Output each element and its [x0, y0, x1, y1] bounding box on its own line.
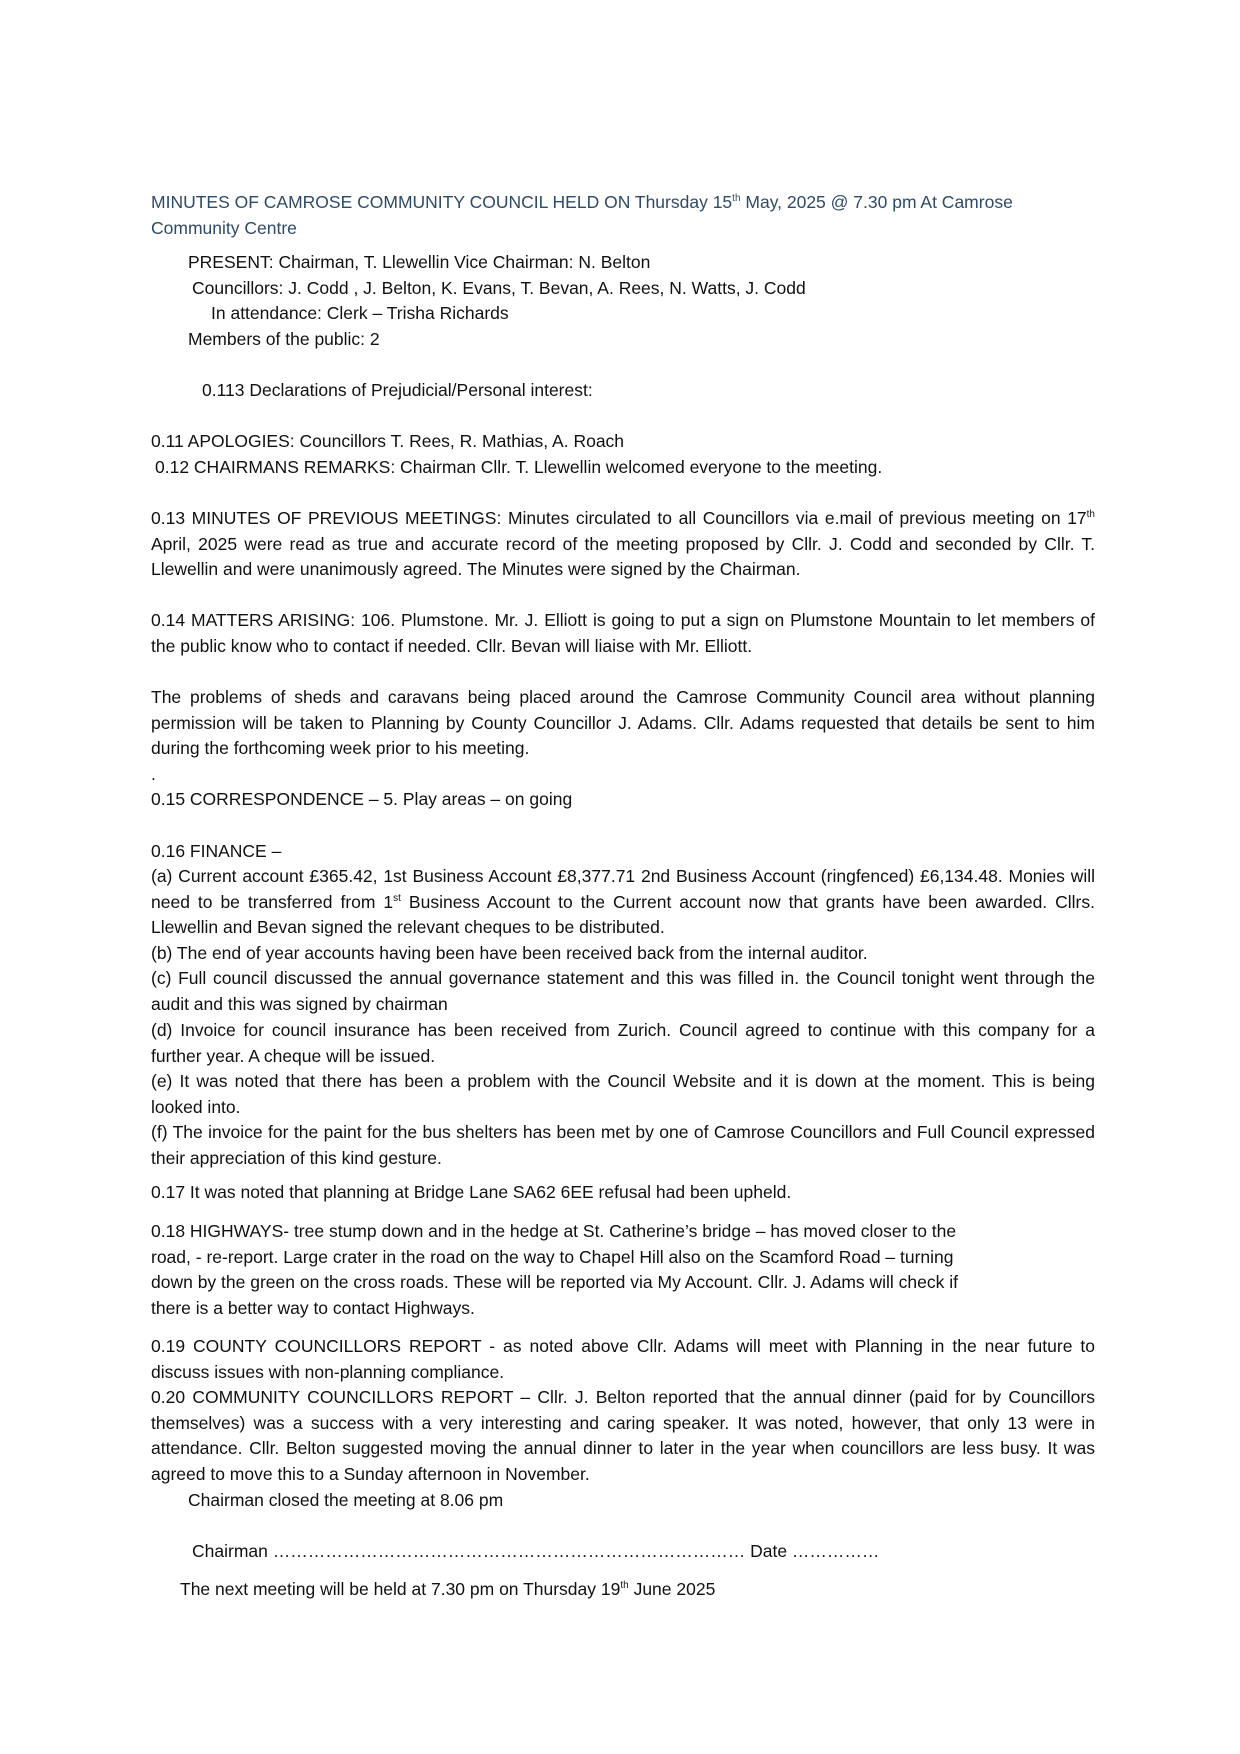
next-meeting-text: The next meeting will be held at 7.30 pm on Thursday 19	[180, 1579, 621, 1599]
highways-line-1: 0.18 HIGHWAYS- tree stump down and in the hedge at St. Catherine’s bridge – has moved closer to the	[151, 1221, 957, 1241]
previous-minutes-text: 0.13 MINUTES OF PREVIOUS MEETINGS: Minutes circulated to all Councillors via e.mail of previous meeting on 17	[151, 508, 1087, 528]
finance-heading: 0.16 FINANCE –	[151, 841, 282, 861]
in-attendance-line: In attendance: Clerk – Trisha Richards	[211, 303, 509, 323]
next-meeting-superscript: th	[620, 1580, 629, 1592]
correspondence-item: 0.15 CORRESPONDENCE – 5. Play areas – on going	[151, 789, 573, 809]
chairman-signature-line: Chairman ……………………………………………………………………… Date ……………	[192, 1541, 880, 1561]
declarations-item: 0.113 Declarations of Prejudicial/Personal interest:	[202, 380, 593, 400]
highways-line-2: road, - re-report. Large crater in the road on the way to Chapel Hill also on the Scamford Road – turning	[151, 1247, 954, 1267]
members-public-line: Members of the public: 2	[188, 329, 380, 349]
previous-minutes-item	[151, 506, 1095, 583]
finance-a-text-continued: Business Account to the Current account now that grants have been awarded. Cllrs. Llewellin and Bevan signed the relevant cheques to be distributed.	[151, 891, 1095, 938]
previous-minutes-text-continued: April, 2025 were read as true and accurate record of the meeting proposed by Cllr. J. Codd and seconded by Cllr. T. Llewellin and were unanimously agreed. The Minutes were signed by the Chairman.	[151, 533, 1095, 580]
finance-item-f: (f) The invoice for the paint for the bus shelters has been met by one of Camrose Councillors and Full Council expressed their appreciation of this kind gesture.	[151, 1122, 1095, 1168]
meeting-closed-line: Chairman closed the meeting at 8.06 pm	[188, 1490, 504, 1510]
highways-line-3: down by the green on the cross roads. These will be reported via My Account. Cllr. J. Adams will check if	[151, 1272, 958, 1292]
document-title	[151, 189, 1091, 241]
stray-dot: .	[151, 764, 156, 784]
finance-item-b: (b) The end of year accounts having been have been received back from the internal auditor.	[151, 943, 868, 963]
highways-line-4: there is a better way to contact Highways.	[151, 1298, 475, 1318]
title-text: MINUTES OF CAMROSE COMMUNITY COUNCIL HELD ON Thursday 15	[151, 192, 733, 212]
next-meeting-line	[180, 1577, 715, 1603]
present-line: PRESENT: Chairman, T. Llewellin Vice Chairman: N. Belton	[188, 252, 651, 272]
finance-a-text: (a) Current account £365.42, 1st Business Account £8,377.71 2nd Business Account (ringfenced) £6,134.48. Monies will need to be transferred from 1	[151, 866, 1095, 912]
finance-item-e: (e) It was noted that there has been a problem with the Council Website and it is down at the moment. This is being looked into.	[151, 1071, 1095, 1117]
finance-item-a	[151, 864, 1095, 941]
planning-item: 0.17 It was noted that planning at Bridge Lane SA62 6EE refusal had been upheld.	[151, 1182, 792, 1202]
finance-item-d: (d) Invoice for council insurance has been received from Zurich. Council agreed to continue with this company for a further year. A cheque will be issued.	[151, 1020, 1095, 1066]
councillors-line: Councillors: J. Codd , J. Belton, K. Evans, T. Bevan, A. Rees, N. Watts, J. Codd	[192, 278, 806, 298]
next-meeting-text-continued: June 2025	[628, 1579, 716, 1599]
chairmans-remarks-item: 0.12 CHAIRMANS REMARKS: Chairman Cllr. T. Llewellin welcomed everyone to the meeting.	[155, 457, 883, 477]
finance-item-c: (c) Full council discussed the annual governance statement and this was filled in. the Council tonight went through the audit and this was signed by chairman	[151, 968, 1095, 1014]
community-councillors-report: 0.20 COMMUNITY COUNCILLORS REPORT – Cllr. J. Belton reported that the annual dinner (paid for by Councillors themselves) was a success with a very interesting and caring speaker. It was noted, however, that only 13 were in attendance. Cllr. Belton suggested moving the annual dinner to later in the year when councillors are less busy. It was agreed to move this to a Sunday afternoon in November.	[151, 1387, 1095, 1484]
sheds-caravans-item: The problems of sheds and caravans being placed around the Camrose Community Council area without planning permission will be taken to Planning by County Councillor J. Adams. Cllr. Adams requested that details be sent to him during the forthcoming week prior to his meeting.	[151, 687, 1095, 759]
title-superscript: th	[732, 193, 741, 205]
matters-arising-item: 0.14 MATTERS ARISING: 106. Plumstone. Mr. J. Elliott is going to put a sign on Plumstone Mountain to let members of the public know who to contact if needed. Cllr. Bevan will liaise with Mr. Elliott.	[151, 610, 1095, 656]
finance-a-superscript: st	[393, 892, 401, 904]
apologies-item: 0.11 APOLOGIES: Councillors T. Rees, R. Mathias, A. Roach	[151, 431, 625, 451]
county-councillors-report: 0.19 COUNTY COUNCILLORS REPORT - as noted above Cllr. Adams will meet with Planning in the near future to discuss issues with non-planning compliance.	[151, 1336, 1095, 1382]
previous-minutes-superscript: th	[1086, 509, 1095, 521]
title-text-continued: May, 2025 @ 7.30 pm At Camrose Community Centre	[151, 192, 1013, 238]
